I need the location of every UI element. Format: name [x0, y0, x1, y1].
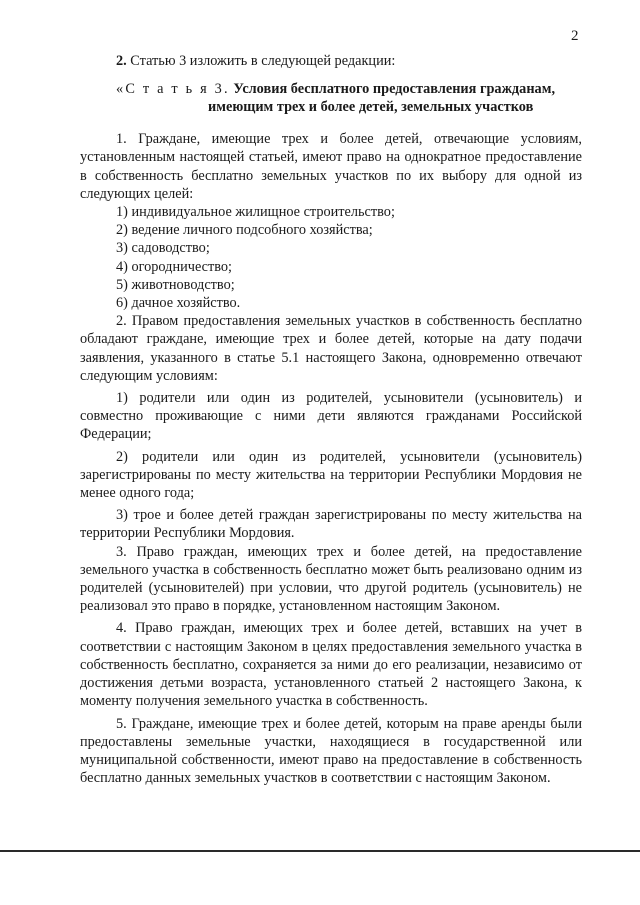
condition-item: 3) трое и более детей граждан зарегистрированы по месту жительства на территории Республики Мордовия. [80, 507, 582, 542]
paragraph-5: 5. Граждане, имеющие трех и более детей, которым на праве аренды были предоставлены земельные участки, находящиеся в государственной или муниципальной собственности, имеют право на предоставление в собственность бесплатно данных земельных участков в соответствии с настоящим Законом. [80, 715, 582, 787]
page-number: 2 [571, 28, 579, 44]
amendment-lead [80, 52, 582, 70]
condition-item: 1) родители или один из родителей, усыновители (усыновитель) и совместно проживающие с ними дети являются гражданами Российской Федерации; [80, 390, 582, 443]
document-body [80, 52, 582, 787]
bottom-divider [0, 850, 640, 852]
paragraph-1: 1. Граждане, имеющие трех и более детей, отвечающие условиям, установленным настоящей статьей, имеют право на однократное предоставление в собственность бесплатно земельных участков по их выбору для одной из следующих целей: [80, 131, 582, 202]
paragraph-3: 3. Право граждан, имеющих трех и более детей, на предоставление земельного участка в собственность бесплатно может быть реализовано одним из родителей (усыновителей) при условии, что другой родитель (усыновитель) не реализовал это право в порядке, установленном настоящим Законом. [80, 543, 582, 615]
paragraph-4: 4. Право граждан, имеющих трех и более детей, вставших на учет в соответствии с настоящим Законом в целях предоставления земельного участка в собственность бесплатно, сохраняется за ними до его реализации, независимо от достижения детьми возраста, установленного статьей 2 настоящего Закона, к моменту получения земельного участка в собственность. [80, 620, 582, 710]
condition-item: 2) родители или один из родителей, усыновители (усыновитель) зарегистрированы по месту жительства на территории Республики Мордовия не менее одного года; [80, 448, 582, 502]
article-label: «С т а т ь я 3. [116, 81, 230, 98]
list-item: 1) индивидуальное жилищное строительство; [116, 204, 395, 221]
purposes-list [80, 203, 582, 312]
article-title-line2: имеющим трех и более детей, земельных участков [208, 99, 534, 116]
amendment-text: Статью 3 изложить в следующей редакции: [126, 53, 396, 69]
list-item: 4) огородничество; [116, 258, 233, 275]
list-item: 5) животноводство; [116, 276, 235, 293]
paragraph-2: 2. Правом предоставления земельных участков в собственность бесплатно обладают граждане, имеющие трех и более детей, которые на дату подачи заявления, указанного в статье 5.1 настоящего Закона, одновременно отвечают следующим условиям: [80, 313, 582, 384]
list-item: 6) дачное хозяйство. [116, 295, 241, 312]
article-title-line1: Условия бесплатного предоставления гражданам, [229, 81, 556, 98]
list-item: 2) ведение личного подсобного хозяйства; [116, 222, 373, 239]
article-heading [80, 80, 582, 116]
list-item: 3) садоводство; [116, 240, 210, 257]
amendment-number: 2. [116, 53, 127, 69]
conditions-list [80, 389, 582, 543]
